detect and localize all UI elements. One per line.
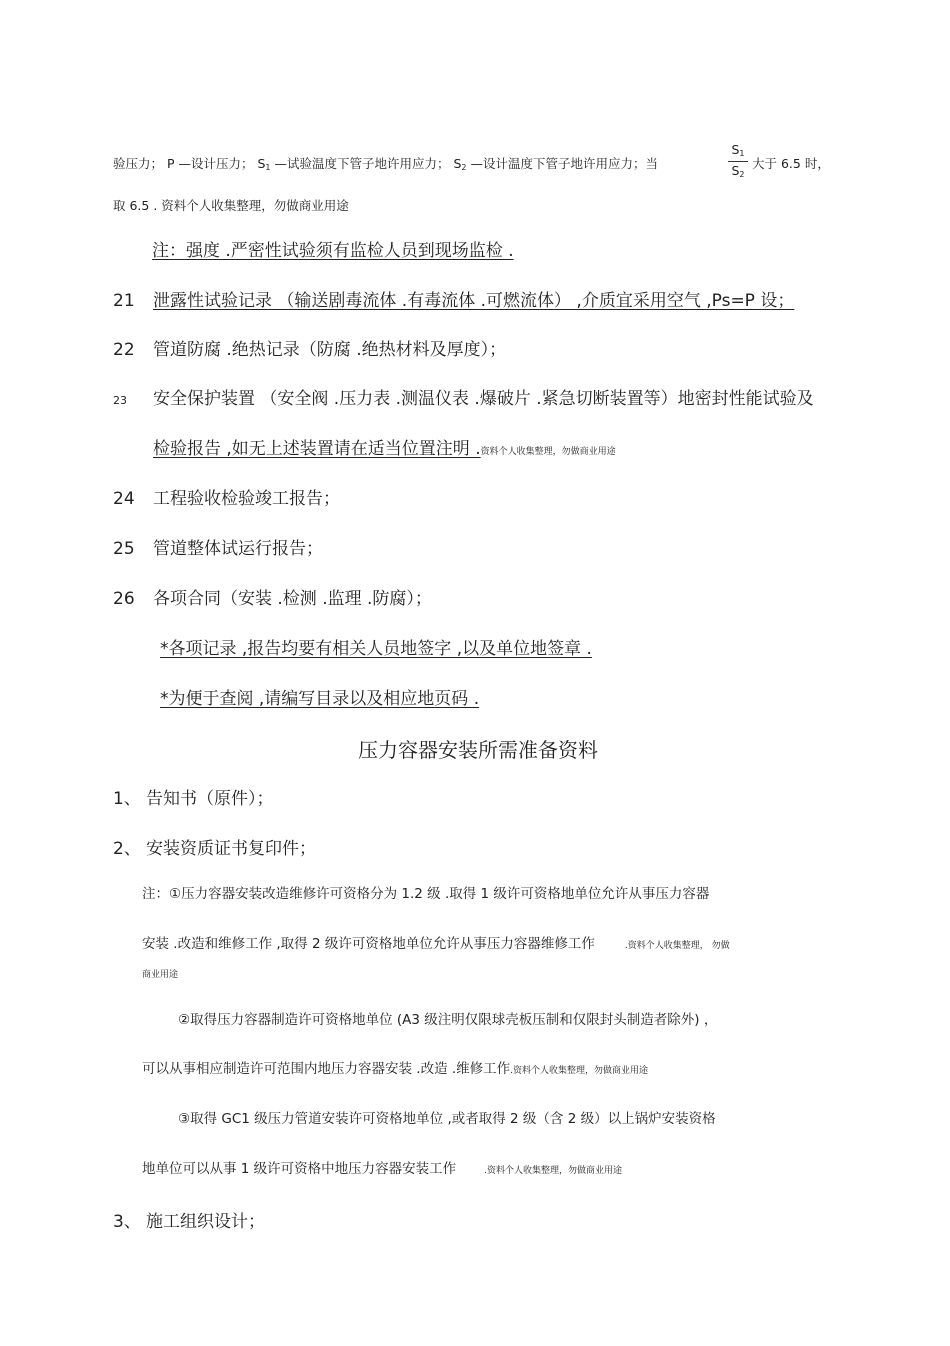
star-note: *各项记录 ,报告均要有相关人员地签字 ,以及单位地签章 . bbox=[160, 639, 592, 659]
fraction-numerator: $S_1$ bbox=[731, 142, 745, 158]
note2-line: 安装 .改造和维修工作 ,取得 2 级许可资格地单位允许从事压力容器维修工作 .资料个人收集整理， 勿做 bbox=[142, 936, 730, 952]
note2-line: 地单位可以从事 1 级许可资格中地压力容器安装工作 .资料个人收集整理，勿做商业用途 bbox=[142, 1161, 623, 1177]
fraction-bar bbox=[728, 161, 748, 162]
note2-line: 商业用途 bbox=[142, 970, 179, 980]
fraction-denominator: $S_2$ bbox=[731, 163, 745, 179]
list-item: 1、 告知书（原件）； bbox=[113, 789, 274, 809]
list-item: 检验报告 ,如无上述装置请在适当位置注明 .资料个人收集整理，勿做商业用途 bbox=[153, 439, 616, 459]
note-strength: 注：强度 .严密性试验须有监检人员到现场监检 . bbox=[152, 241, 514, 261]
legend-line-2: 取 6.5 . 资料个人收集整理，勿做商业用途 bbox=[113, 198, 349, 213]
list-item: 24 工程验收检验竣工报告； bbox=[113, 489, 340, 509]
star-note: *为便于查阅 ,请编写目录以及相应地页码 . bbox=[160, 689, 480, 709]
note2-line: 可以从事相应制造许可范围内地压力容器安装 .改造 .维修工作.资料个人收集整理，勿做商业用途 bbox=[142, 1061, 649, 1077]
list-item: 22 管道防腐 .绝热记录（防腐 .绝热材料及厚度）； bbox=[113, 340, 507, 360]
list-item: 2、 安装资质证书复印件； bbox=[113, 839, 316, 859]
legend-text-3: —设计温度下管子地许用应力；当 bbox=[466, 156, 658, 171]
list-item: 25 管道整体试运行报告； bbox=[113, 539, 323, 559]
legend-line bbox=[113, 154, 658, 172]
legend-sub-1: 1 bbox=[265, 163, 271, 172]
legend-sub-2: 2 bbox=[461, 163, 467, 172]
note2-line: ②取得压力容器制造许可资格地单位 (A3 级注明仅限球壳板压制和仅限封头制造者除外) ， bbox=[178, 1012, 718, 1028]
ratio-fraction bbox=[728, 144, 748, 179]
legend-text-1: 验压力； P —设计压力； S bbox=[113, 156, 266, 171]
section-title: 压力容器安装所需准备资料 bbox=[358, 738, 598, 762]
legend-tail: 大于 6.5 时， bbox=[752, 156, 830, 171]
list-item: 3、 施工组织设计； bbox=[113, 1212, 265, 1232]
list-item: 21 泄露性试验记录 （输送剧毒流体 .有毒流体 .可燃流体） ,介质宜采用空气 ,Ps=P 设； bbox=[113, 291, 795, 311]
note2-line: ③取得 GC1 级压力管道安装许可资格地单位 ,或者取得 2 级（含 2 级）以上锅炉安装资格 bbox=[178, 1111, 716, 1127]
legend-text-2: —试验温度下管子地许用应力； S bbox=[270, 156, 462, 171]
list-item: 23 安全保护装置 （安全阀 .压力表 .测温仪表 .爆破片 .紧急切断装置等）地密封性能试验及 bbox=[113, 389, 814, 409]
list-item: 26 各项合同（安装 .检测 .监理 .防腐）； bbox=[113, 589, 432, 609]
note2-line: 注：①压力容器安装改造维修许可资格分为 1.2 级 .取得 1 级许可资格地单位允许从事压力容器 bbox=[142, 886, 710, 902]
